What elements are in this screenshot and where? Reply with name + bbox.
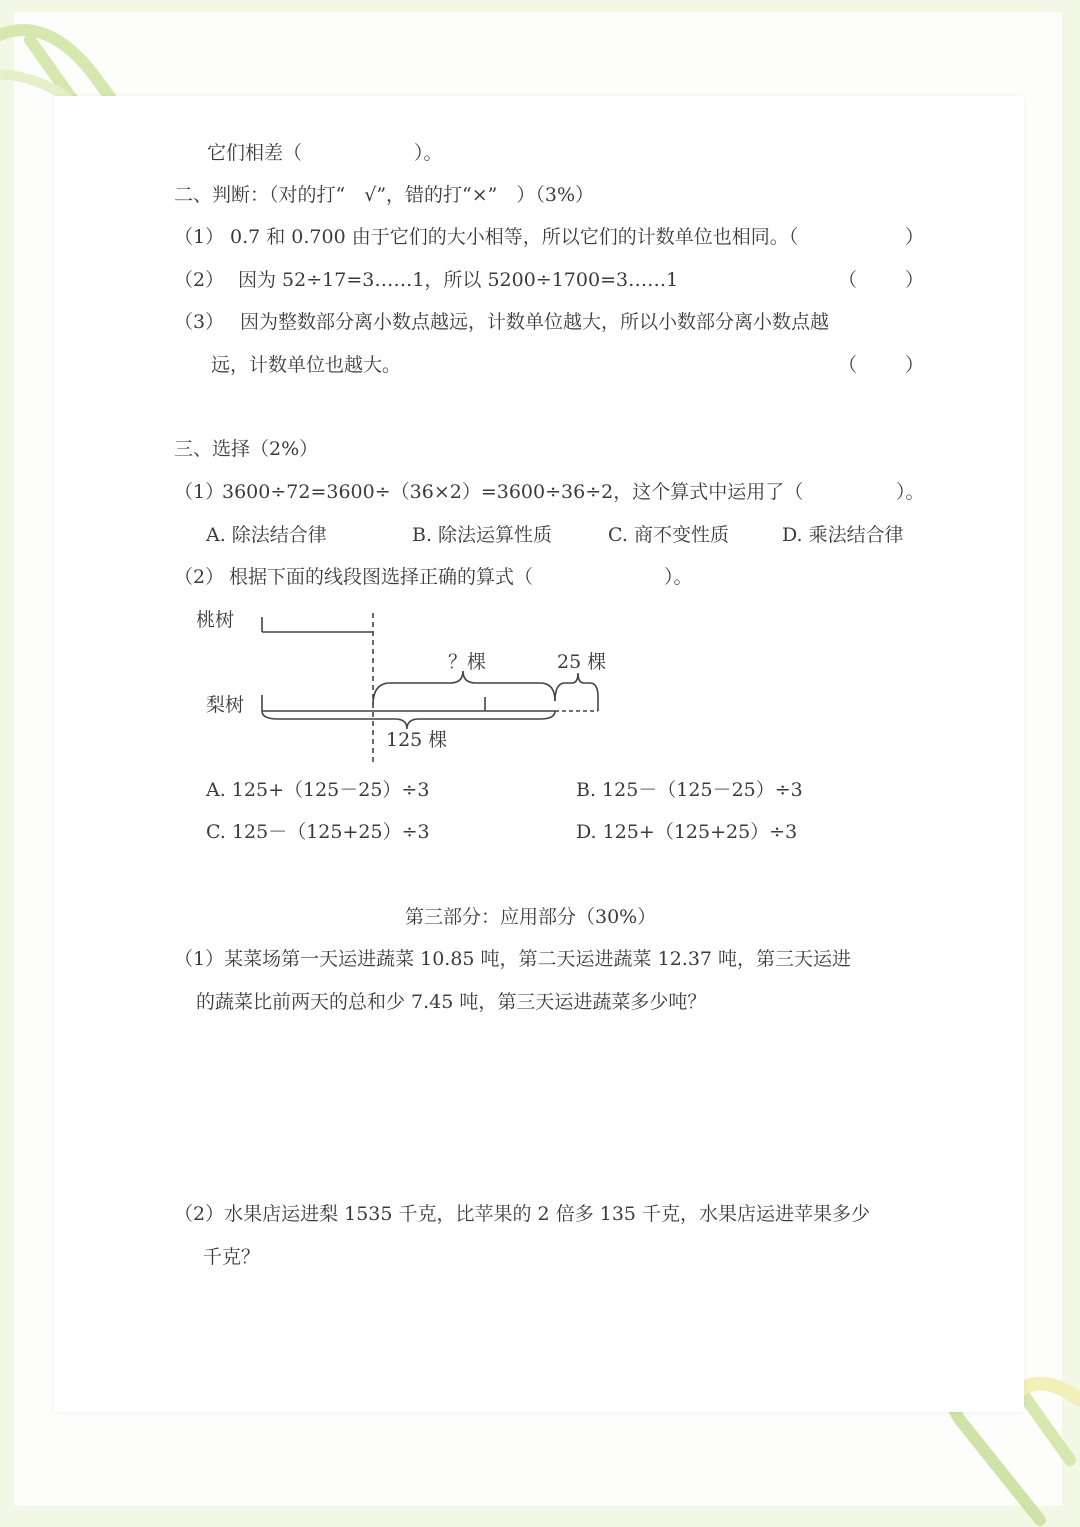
application-1-line2: 的蔬菜比前两天的总和少 7.45 吨，第三天运进蔬菜多少吨？ (196, 991, 707, 1013)
diagram-label-125: 125 棵 (386, 729, 448, 751)
choice-1-option-b: B. 除法运算性质 (412, 524, 553, 546)
difference-text: 它们相差（ (207, 142, 303, 164)
segment-diagram (250, 605, 620, 770)
choice-2-option-d: D. 125+（125+25）÷3 (576, 821, 798, 843)
judge-item-3-text-cont: 远，计数单位也越大。 (211, 354, 402, 376)
choice-2-option-a: A. 125+（125－25）÷3 (206, 779, 430, 801)
choice-2-option-c: C. 125－（125+25）÷3 (206, 821, 430, 843)
application-1-line1: （1）某菜场第一天运进蔬菜 10.85 吨，第二天运进蔬菜 12.37 吨，第三天运进 (174, 948, 852, 970)
brace-unknown (373, 671, 555, 705)
choice-1-option-d: D. 乘法结合律 (782, 524, 904, 546)
judge-item-2-close: ） (905, 269, 925, 291)
choice-1-text: 3600÷72=3600÷（36×2）=3600÷36÷2，这个算式中运用了（ (222, 481, 804, 503)
difference-line (207, 141, 302, 165)
section3-heading: 三、选择（2%） (174, 438, 319, 460)
judge-item-2-open: （ (838, 269, 858, 291)
judge-item-1-close: ） (905, 226, 925, 248)
judge-item-3-text: 因为整数部分离小数点越远，计数单位越大，所以小数部分离小数点越 (240, 311, 830, 333)
diagram-label-unknown: ？棵 (448, 651, 487, 673)
judge-item-1-number: （1） (174, 226, 225, 248)
choice-2-number: （2） (174, 566, 225, 588)
judge-item-2-number: （2） (174, 269, 225, 291)
diagram-label-peach: 桃树 (196, 609, 235, 631)
choice-1-close: ）。 (896, 481, 925, 503)
application-2-line2: 千克？ (203, 1246, 261, 1268)
judge-item-1-text: 0.7 和 0.700 由于它们的大小相等，所以它们的计数单位也相同。（ (230, 226, 799, 248)
choice-2-option-b: B. 125－（125－25）÷3 (576, 779, 803, 801)
choice-2-text: 根据下面的线段图选择正确的算式（ (229, 566, 534, 588)
application-2-line1: （2）水果店运进梨 1535 千克，比苹果的 2 倍多 135 千克，水果店运进苹果多少 (174, 1203, 871, 1225)
judge-item-2-text: 因为 52÷17=3……1，所以 5200÷1700=3……1 (238, 269, 679, 291)
judge-item-3-number: （3） (174, 311, 225, 333)
choice-1-option-a: A. 除法结合律 (206, 524, 327, 546)
choice-2-close: ）。 (664, 566, 693, 588)
difference-close: ）。 (414, 142, 443, 164)
judge-item-3-open: （ (838, 354, 858, 376)
diagram-label-25: 25 棵 (557, 651, 607, 673)
choice-1-number: （1） (174, 481, 225, 503)
section2-heading: 二、判断：（对的打“ √”，错的打“×” ）（3%） (174, 184, 595, 206)
diagram-label-pear: 梨树 (206, 694, 245, 716)
brace-125 (262, 711, 555, 729)
choice-1-option-c: C. 商不变性质 (608, 524, 729, 546)
judge-item-3-close: ） (905, 354, 925, 376)
part3-heading: 第三部分：应用部分（30%） (405, 906, 657, 928)
brace-25 (555, 673, 598, 701)
